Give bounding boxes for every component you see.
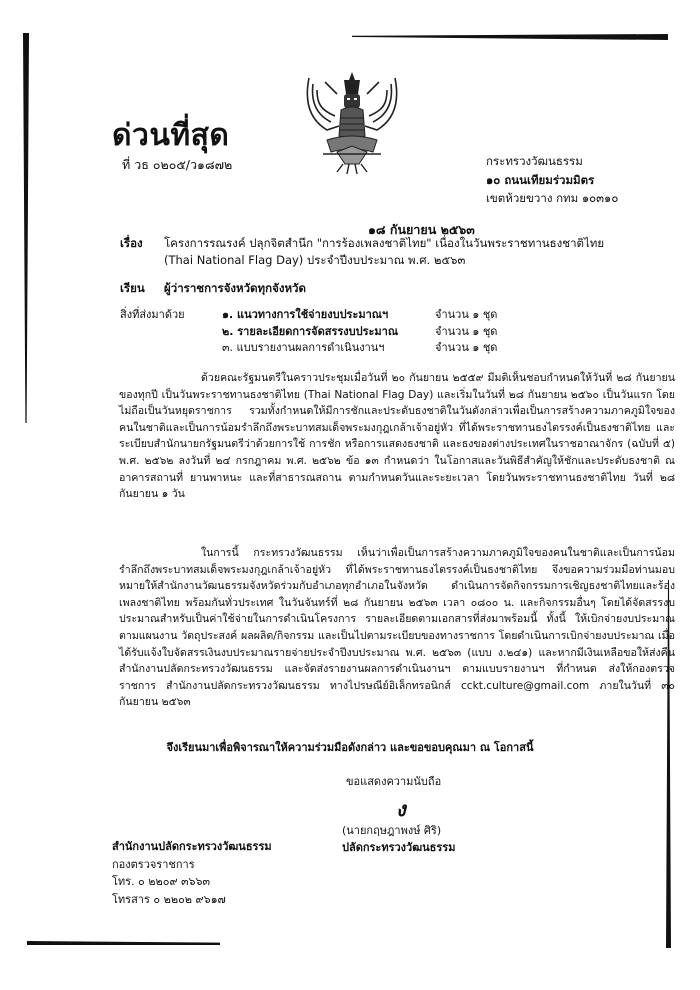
enclosure-row	[120, 324, 497, 341]
letter-date: ๑๘ กันยายน ๒๕๖๓	[368, 222, 475, 237]
recipient-value: ผู้ว่าราชการจังหวัดทุกจังหวัด	[164, 281, 306, 295]
recipient-block	[120, 280, 306, 298]
enclosure-name: ๓. แบบรายงานผลการดำเนินงานฯ	[222, 341, 385, 354]
document-number: ที่ วธ ๐๒๐๕/ว๑๘๗๒	[122, 157, 233, 172]
enclosure-name: ๒. รายละเอียดการจัดสรรงบประมาณ	[222, 324, 399, 338]
enclosures-label: สิ่งที่ส่งมาด้วย	[120, 308, 185, 321]
signatory-title: ปลัดกระทรวงวัฒนธรรม	[342, 841, 456, 854]
enclosure-qty: จำนวน ๑ ชุด	[435, 308, 498, 321]
urgency-label: ด่วนที่สุด	[112, 118, 230, 153]
signature-mark: ง	[396, 797, 406, 821]
fax-number: โทรสาร ๐ ๒๒๐๒ ๙๖๑๗	[112, 892, 226, 906]
closing-sentence: จึงเรียนมาเพื่อพิจารณาให้ความร่วมมือดังกล่าว และขอขอบคุณมา ณ โอกาสนี้	[166, 741, 534, 754]
enclosures-block	[120, 307, 497, 357]
enclosure-row	[120, 307, 497, 324]
enclosure-row	[120, 340, 497, 357]
garuda-emblem-icon	[297, 68, 407, 176]
enclosure-qty: จำนวน ๑ ชุด	[435, 341, 498, 354]
scan-edge-bottom-left	[27, 941, 220, 945]
office-name: สำนักงานปลัดกระทรวงวัฒนธรรม	[112, 840, 272, 853]
body-paragraph-1	[119, 370, 675, 503]
scan-edge-left	[23, 33, 29, 423]
subject-line-2: (Thai National Flag Day) ประจำปีงบประมาณ พ.ศ. ๒๕๖๓	[164, 253, 466, 267]
phone-number: โทร. ๐ ๒๒๐๙ ๓๖๖๓	[112, 875, 211, 888]
body-paragraph-2	[119, 545, 675, 711]
sender-address-line: เขตห้วยขวาง กทม ๑๐๓๑๐	[486, 191, 619, 205]
subject-block	[120, 235, 604, 269]
enclosure-name: ๑. แนวทางการใช้จ่ายงบประมาณฯ	[222, 308, 389, 321]
subject-line-1: โครงการรณรงค์ ปลุกจิตสำนึก "การร้องเพลงชาติไทย" เนื่องในวันพระราชทานธงชาติไทย	[164, 236, 605, 250]
scan-edge-top-right	[352, 34, 668, 40]
sender-address-line: ๑๐ ถนนเทียมร่วมมิตร	[486, 173, 595, 187]
signatory-block	[342, 822, 455, 856]
contact-block	[112, 838, 272, 908]
sender-address-line: กระทรวงวัฒนธรรม	[486, 154, 583, 168]
signatory-name: (นายกฤษฎาพงษ์ ศิริ)	[342, 824, 442, 837]
division-name: กองตรวจราชการ	[112, 857, 195, 871]
subject-label: เรื่อง	[120, 236, 143, 250]
paragraph-text: ด้วยคณะรัฐมนตรีในคราวประชุมเมื่อวันที่ ๒๐ กันยายน ๒๕๕๙ มีมติเห็นชอบกำหนดให้วันที่ ๒๘ กันยายน ของทุกปี เป็นวันพระราชทานธงชาติไทย (Thai National Flag Day) และเริ่มในวันที่ ๒๘ กันยายน ๒๕๖๐ เป็นวันแรก โดยไม่ถือเป็นวันหยุดราชการ รวมทั้งกำหนดให้มีการชักและประดับธงชาติในวันดังกล่าวเพื่อเป็นการสร้างความภาคภูมิใจของคนในชาติและเป็นการน้อมรำลึกถึงพระบาทสมเด็จพระมงกุฎเกล้าเจ้าอยู่หัว ที่ได้พระราชทานธงไตรรงค์เป็นธงชาติไทย และระเบียบสำนักนายกรัฐมนตรีว่าด้วยการใช้ การชัก หรือการแสดงธงชาติ และธงของต่างประเทศในราชอาณาจักร (ฉบับที่ ๕) พ.ศ. ๒๕๖๒ ลงวันที่ ๒๔ กรกฎาคม พ.ศ. ๒๕๖๒ ข้อ ๑๓ กำหนดว่า ในโอกาสและวันพิธีสำคัญให้ชักและประดับธงชาติ ณ อาคารสถานที่ ยานพาหนะ และที่สาธารณสถาน ตามกำหนดวันและระยะเวลา โดยวันพระราชทานธงชาติไทย วันที่ ๒๘ กันยายน ๑ วัน	[119, 372, 675, 501]
enclosure-qty: จำนวน ๑ ชุด	[435, 324, 498, 338]
recipient-label: เรียน	[120, 281, 145, 295]
regards-text: ขอแสดงความนับถือ	[346, 775, 442, 788]
paragraph-text: ในการนี้ กระทรวงวัฒนธรรม เห็นว่าเพื่อเป็นการสร้างความภาคภูมิใจของคนในชาติและเป็นการน้อมรำลึกถึงพระบาทสมเด็จพระมงกุฎเกล้าเจ้าอยู่หัว ที่ได้พระราชทานธงไตรรงค์เป็นธงชาติไทย จึงขอความร่วมมือท่านมอบหมายให้สำนักงานวัฒนธรรมจังหวัดร่วมกับอำเภอทุกอำเภอในจังหวัด ดำเนินการจัดกิจกรรมการเชิญธงชาติไทยและร้องเพลงชาติไทย พร้อมกันทั่วประเทศ ในวันจันทร์ที่ ๒๘ กันยายน ๒๕๖๓ เวลา ๐๘๐๐ น. และกิจกรรมอื่นๆ โดยได้จัดสรรงบประมาณสำหรับเป็นค่าใช้จ่ายในการดำเนินโครงการ รายละเอียดตามเอกสารที่ส่งมาพร้อมนี้ ทั้งนี้ ให้เบิกจ่ายงบประมาณ ตามแผนงาน วัตถุประสงค์ ผลผลิต/กิจกรรม และเป็นไปตามระเบียบของทางราชการ โดยดำเนินการเบิกจ่ายงบประมาณ เมื่อได้รับแจ้งใบจัดสรรเงินงบประมาณรายจ่ายประจำปีงบประมาณ พ.ศ. ๒๕๖๓ (แบบ ง.๒๔๑) และหากมีเงินเหลือขอให้ส่งคืนสำนักงานปลัดกระทรวงวัฒนธรรม และจัดส่งรายงานผลการดำเนินงานฯ ตามแบบรายงานฯ ที่กำหนด ส่งให้กองตรวจราชการ สำนักงานปลัดกระทรวงวัฒนธรรม ทางไปรษณีย์อิเล็กทรอนิกส์ cckt.culture@gmail.com ภายในวันที่ ๓๐ กันยายน ๒๕๖๓	[119, 547, 675, 709]
